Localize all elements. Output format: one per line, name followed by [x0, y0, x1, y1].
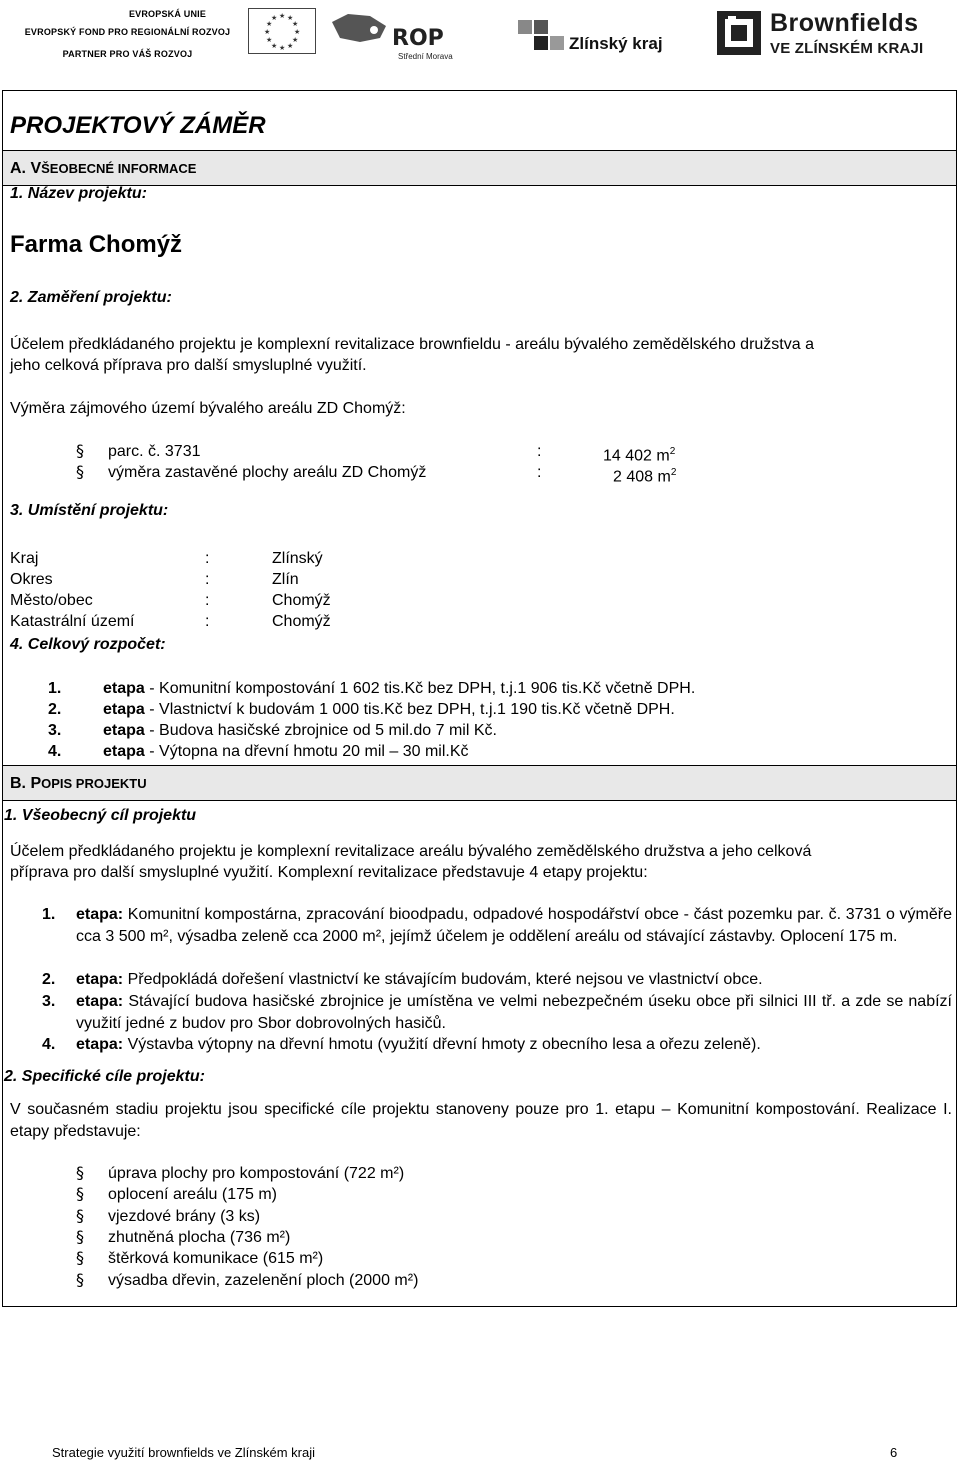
- location-sep: :: [205, 613, 210, 630]
- stage-num: 4.: [42, 1036, 56, 1053]
- area-sep: :: [537, 443, 542, 460]
- svg-text:★: ★: [271, 14, 278, 22]
- location-sep: :: [205, 592, 210, 609]
- eu-line1: EVROPSKÁ UNIE: [128, 9, 207, 19]
- stage-text: Předpokládá dořešení vlastnictví ke stávajícím budovám, které nejsou ve vlastnictví obce.: [123, 971, 763, 988]
- question-2: 2. Zaměření projektu:: [10, 289, 172, 306]
- location-value: Chomýž: [272, 613, 331, 630]
- section-a-rest: ŠEOBECNÉ INFORMACE: [41, 161, 197, 176]
- brownfields-title: Brownfields: [770, 9, 919, 37]
- stage-num: 3.: [42, 993, 56, 1010]
- svg-text:★: ★: [287, 14, 294, 22]
- svg-text:★: ★: [294, 28, 301, 36]
- specific-goals-heading: 2. Specifické cíle projektu:: [4, 1068, 205, 1085]
- location-value: Chomýž: [272, 592, 331, 609]
- brownfields-subtitle: VE ZLÍNSKÉM KRAJI: [770, 40, 924, 57]
- location-value: Zlín: [272, 571, 299, 588]
- svg-text:★: ★: [292, 36, 299, 44]
- stage-text: Komunitní kompostárna, zpracování bioodpadu, odpadové hospodářství obce - část pozemku par. č. 3731 o výměře cca 3 500 m², výsadba zeleně cca 2000 m², jejímž účelem je oddělení areálu od stávající zástavby. Oplocení 175 m.: [76, 906, 952, 945]
- area-intro: Výměra zájmového území bývalého areálu ZD Chomýž:: [10, 400, 406, 417]
- location-value: Zlínský: [272, 550, 323, 567]
- svg-text:★: ★: [264, 28, 271, 36]
- list-item: štěrková komunikace (615 m²): [108, 1250, 324, 1267]
- area-value-number: 14 402 m: [603, 447, 670, 465]
- location-label: Okres: [10, 571, 53, 588]
- bullet-icon: §: [76, 1227, 84, 1246]
- location-sep: :: [205, 550, 210, 567]
- rop-subtitle: Střední Morava: [398, 52, 453, 61]
- eu-line3: PARTNER PRO VÁŠ ROZVOJ: [62, 49, 193, 59]
- list-item: zhutněná plocha (736 m²): [108, 1229, 291, 1246]
- area-value-number: 2 408 m: [613, 468, 671, 486]
- list-item: výsadba dřevin, zazelenění ploch (2000 m²): [108, 1272, 419, 1289]
- location-sep: :: [205, 571, 210, 588]
- area-value-sup: 2: [669, 446, 676, 457]
- budget-text: - Komunitní kompostování 1 602 tis.Kč bez DPH, t.j.1 906 tis.Kč včetně DPH.: [144, 680, 696, 697]
- section-b-heading: [10, 773, 147, 794]
- stage-word: etapa:: [76, 1036, 124, 1053]
- location-label: Katastrální území: [10, 613, 135, 630]
- svg-text:★: ★: [266, 20, 273, 28]
- bullet-icon: §: [76, 1270, 84, 1289]
- question-3: 3. Umístění projektu:: [10, 502, 169, 519]
- list-item: oplocení areálu (175 m): [108, 1186, 277, 1203]
- section-a-letter: A.: [10, 160, 26, 177]
- budget-word: etapa: [103, 701, 145, 718]
- svg-text:★: ★: [271, 42, 278, 50]
- area-value-sup: 2: [670, 467, 677, 478]
- budget-item: [103, 720, 497, 741]
- section-b-rest: OPIS PROJEKTU: [41, 776, 147, 791]
- bullet-icon: §: [76, 1206, 84, 1225]
- goal-line-2: příprava pro další smysluplné využití. Komplexní revitalizace představuje 4 etapy projektu:: [10, 864, 648, 881]
- budget-item: [103, 741, 469, 762]
- bullet-icon: §: [76, 462, 84, 481]
- bullet-icon: §: [76, 1184, 84, 1203]
- stage-num: 1.: [42, 906, 56, 923]
- area-label: výměra zastavěné plochy areálu ZD Chomýž: [108, 464, 427, 481]
- svg-text:★: ★: [266, 36, 273, 44]
- section-b-first: P: [30, 775, 42, 792]
- goal-line-1: Účelem předkládaného projektu je komplexní revitalizace areálu bývalého zemědělského družstva a jeho celková: [10, 843, 812, 860]
- budget-num: 3.: [48, 722, 62, 739]
- svg-text:★: ★: [287, 42, 294, 50]
- stage-item: [76, 904, 952, 947]
- section-b-goal-heading: 1. Všeobecný cíl projektu: [4, 807, 197, 824]
- stage-item: [76, 1034, 952, 1056]
- section-b-letter: B.: [10, 775, 26, 792]
- budget-num: 4.: [48, 743, 62, 760]
- eu-logo-text: [20, 8, 235, 60]
- bullet-icon: §: [76, 1163, 84, 1182]
- budget-text: - Budova hasičské zbrojnice od 5 mil.do 7 mil Kč.: [144, 722, 497, 739]
- question-4: 4. Celkový rozpočet:: [10, 636, 166, 653]
- budget-item: [103, 699, 675, 720]
- zlinsky-kraj-title: Zlínský kraj: [569, 34, 663, 53]
- rop-title: ROP: [392, 26, 444, 51]
- focus-line-2: jeho celková příprava pro další smysluplné využití.: [10, 357, 367, 374]
- location-label: Kraj: [10, 550, 39, 567]
- eu-line2: EVROPSKÝ FOND PRO REGIONÁLNÍ ROZVOJ: [24, 27, 231, 37]
- location-label: Město/obec: [10, 592, 93, 609]
- specific-text: V současném stadiu projektu jsou specifické cíle projektu stanoveny pouze pro 1. etapu – Komunitní kompostování. Realizace I. etapy představuje:: [10, 1101, 952, 1140]
- budget-num: 2.: [48, 701, 62, 718]
- bullet-icon: §: [76, 441, 84, 460]
- page-title: PROJEKTOVÝ ZÁMĚR: [10, 112, 266, 139]
- bullet-icon: §: [76, 1248, 84, 1267]
- budget-item: [103, 678, 695, 699]
- project-name: Farma Chomýž: [10, 231, 183, 258]
- section-a-heading: [10, 158, 196, 179]
- list-item: úprava plochy pro kompostování (722 m²): [108, 1165, 405, 1182]
- brownfields-logo-icon: [716, 10, 762, 56]
- footer-text: Strategie využití brownfields ve Zlínském kraji: [52, 1445, 315, 1460]
- stage-word: etapa:: [76, 993, 124, 1010]
- list-item: vjezdové brány (3 ks): [108, 1208, 261, 1225]
- eu-flag-icon: [248, 8, 316, 54]
- svg-text:★: ★: [292, 20, 299, 28]
- budget-text: - Výtopna na dřevní hmotu 20 mil – 30 mil.Kč: [144, 743, 469, 760]
- stage-item: [76, 969, 952, 991]
- stage-num: 2.: [42, 971, 56, 988]
- svg-text:★: ★: [279, 12, 286, 20]
- budget-word: etapa: [103, 722, 145, 739]
- budget-text: - Vlastnictví k budovám 1 000 tis.Kč bez DPH, t.j.1 190 tis.Kč včetně DPH.: [144, 701, 675, 718]
- page-number: 6: [890, 1445, 898, 1460]
- area-sep: :: [537, 464, 542, 481]
- budget-word: etapa: [103, 680, 145, 697]
- question-1: 1. Název projektu:: [10, 185, 147, 202]
- focus-line-1: Účelem předkládaného projektu je komplexní revitalizace brownfieldu - areálu bývalého zemědělského družstva a: [10, 336, 814, 353]
- stage-word: etapa:: [76, 971, 124, 988]
- budget-word: etapa: [103, 743, 145, 760]
- stage-text: Stávající budova hasičské zbrojnice je umístěna ve velmi nebezpečném úseku obce při silnici III tř. a zde se nabízí využití jedné z budov pro Sbor dobrovolných hasičů.: [76, 993, 952, 1032]
- area-value: [613, 462, 676, 487]
- stage-text: Výstavba výtopny na dřevní hmotu (využití dřevní hmoty z obecního lesa a ořezu zeleně).: [123, 1036, 761, 1053]
- stage-word: etapa:: [76, 906, 124, 923]
- budget-num: 1.: [48, 680, 62, 697]
- stage-item: [76, 991, 952, 1034]
- area-label: parc. č. 3731: [108, 443, 201, 460]
- svg-text:★: ★: [279, 44, 286, 52]
- section-a-first: V: [30, 160, 42, 177]
